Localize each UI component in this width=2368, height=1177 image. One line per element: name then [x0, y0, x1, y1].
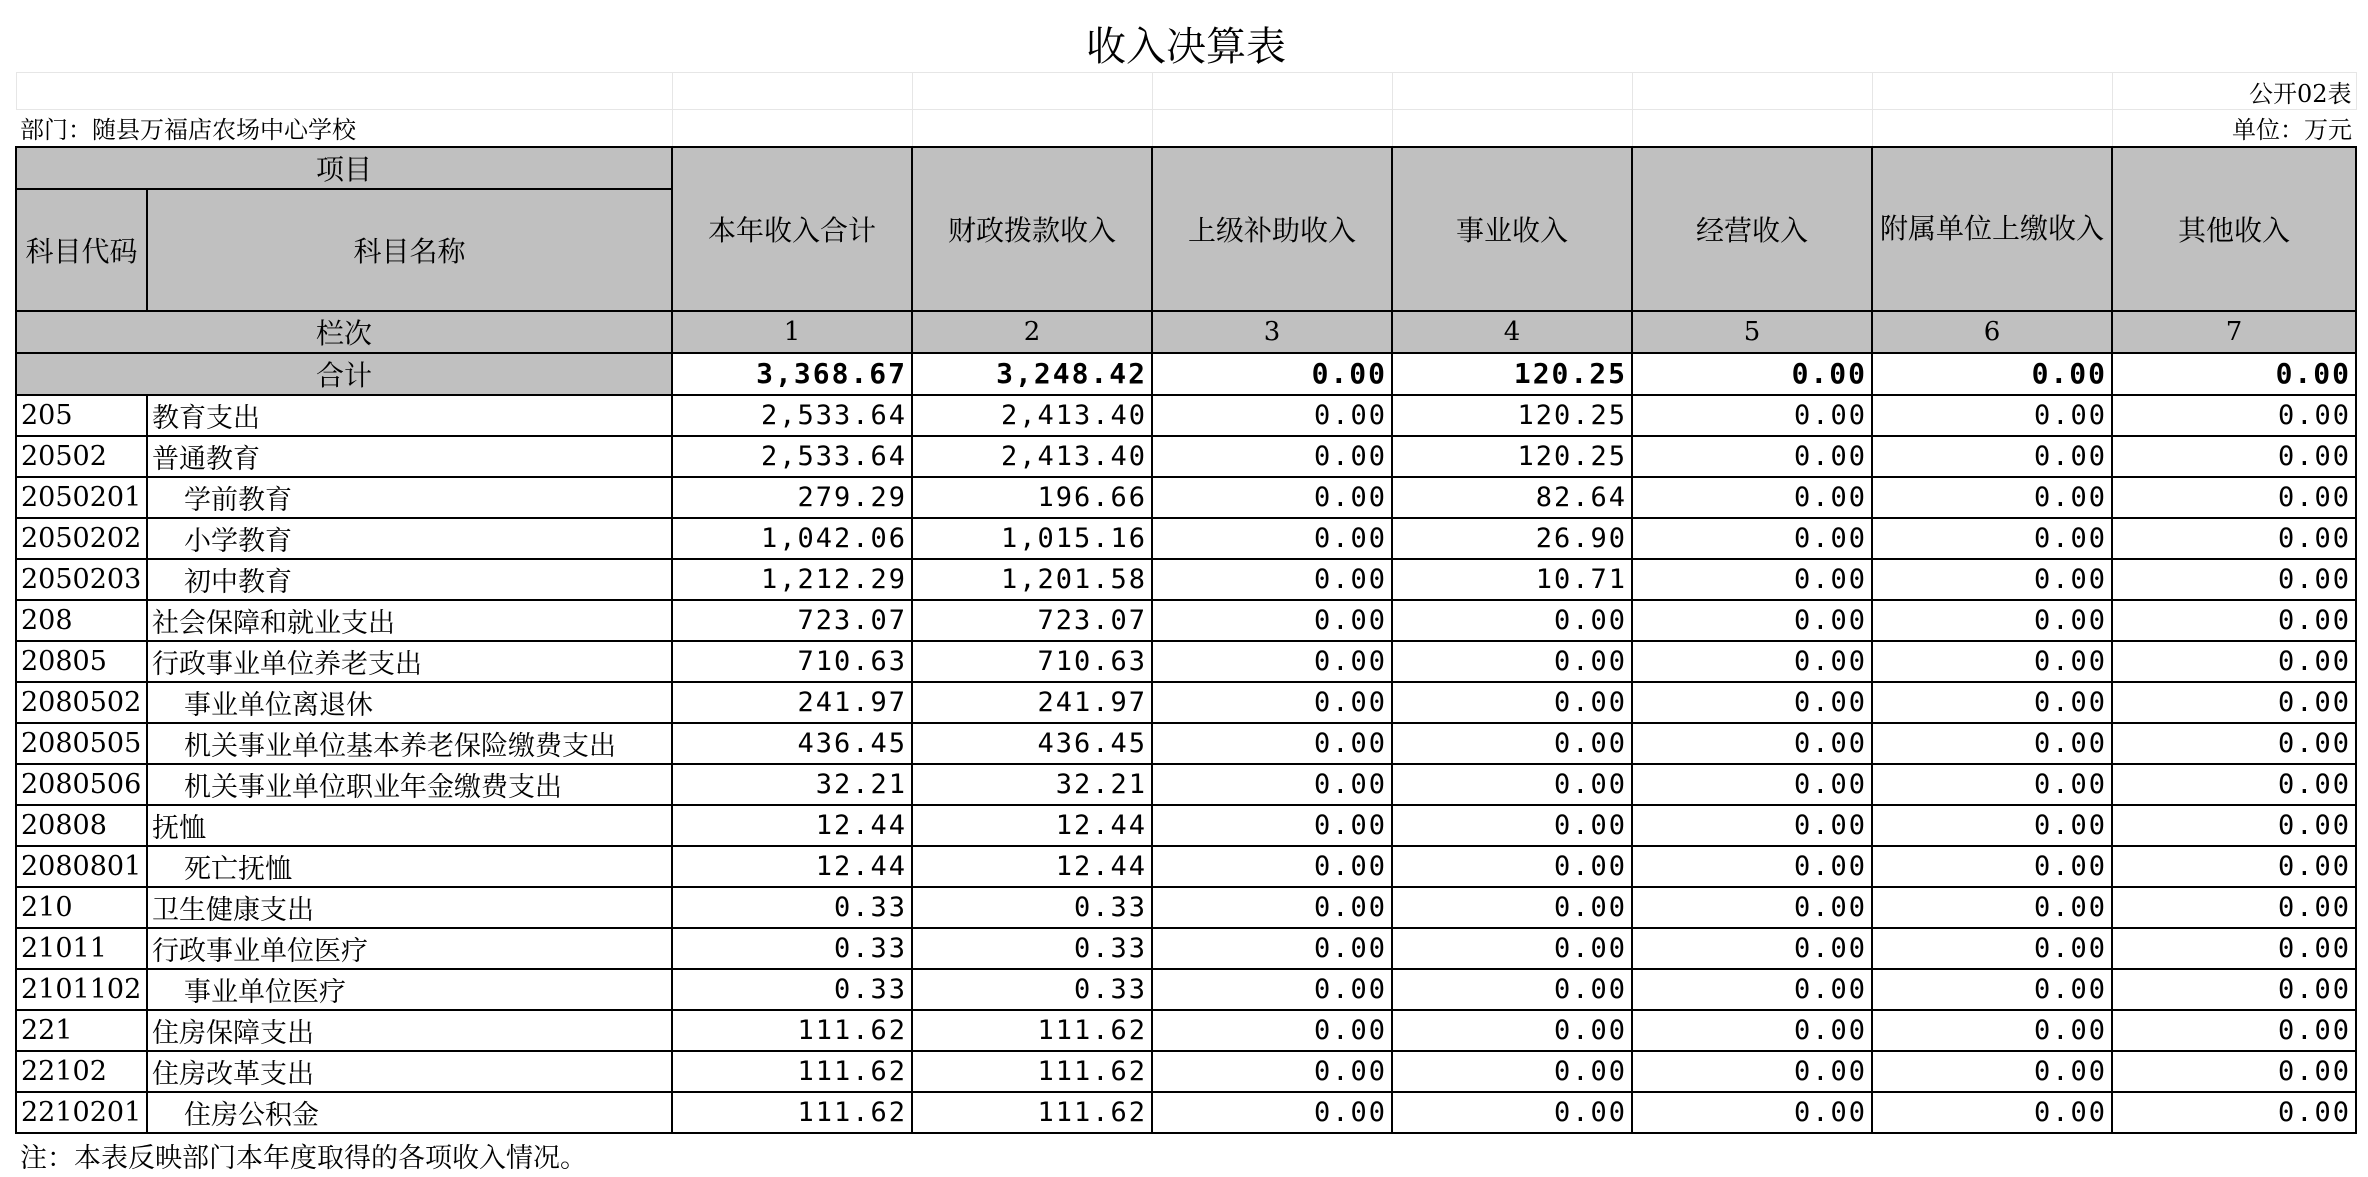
table-row: [16, 477, 2356, 518]
amount-cell: 723.07: [912, 600, 1152, 641]
header-other-income: 其他收入: [2112, 147, 2356, 311]
amount-cell: 120.25: [1392, 395, 1632, 436]
amount-cell: 0.00: [2112, 559, 2356, 600]
amount-cell: 0.00: [1872, 805, 2112, 846]
subject-code: 2210201: [16, 1092, 147, 1133]
amount-cell: 0.00: [1632, 477, 1872, 518]
amount-cell: 111.62: [912, 1051, 1152, 1092]
amount-cell: 0.00: [1632, 559, 1872, 600]
amount-cell: 196.66: [912, 477, 1152, 518]
amount-cell: 0.00: [2112, 436, 2356, 477]
table-row: [16, 846, 2356, 887]
amount-cell: 0.00: [1872, 969, 2112, 1010]
total-value: 120.25: [1392, 353, 1632, 395]
amount-cell: 0.00: [1872, 1092, 2112, 1133]
amount-cell: 0.00: [1392, 969, 1632, 1010]
amount-cell: 2,533.64: [672, 436, 912, 477]
amount-cell: 0.00: [1152, 436, 1392, 477]
amount-cell: 0.00: [1392, 846, 1632, 887]
income-table: [15, 15, 2357, 1177]
table-row: [16, 1092, 2356, 1133]
amount-cell: 0.00: [2112, 969, 2356, 1010]
amount-cell: 2,413.40: [912, 395, 1152, 436]
amount-cell: 0.00: [1632, 723, 1872, 764]
amount-cell: 0.00: [2112, 887, 2356, 928]
total-row: [16, 353, 2356, 395]
amount-cell: 10.71: [1392, 559, 1632, 600]
header-business-income: 事业收入: [1392, 147, 1632, 311]
footnote: 注：本表反映部门本年度取得的各项收入情况。: [20, 1142, 587, 1174]
total-value: 3,248.42: [912, 353, 1152, 395]
total-value: 0.00: [2112, 353, 2356, 395]
amount-cell: 710.63: [672, 641, 912, 682]
amount-cell: 0.00: [1872, 559, 2112, 600]
subject-name: 事业单位医疗: [147, 969, 672, 1010]
total-value: 0.00: [1872, 353, 2112, 395]
amount-cell: 0.00: [1872, 641, 2112, 682]
subject-code: 2050201: [16, 477, 147, 518]
amount-cell: 0.00: [2112, 477, 2356, 518]
header-superior-subsidy: 上级补助收入: [1152, 147, 1392, 311]
table-row: [16, 969, 2356, 1010]
amount-cell: 0.00: [2112, 764, 2356, 805]
amount-cell: 111.62: [672, 1051, 912, 1092]
amount-cell: 0.33: [912, 887, 1152, 928]
amount-cell: 12.44: [912, 805, 1152, 846]
amount-cell: 0.00: [1632, 1092, 1872, 1133]
subject-name: 社会保障和就业支出: [147, 600, 672, 641]
amount-cell: 0.00: [1392, 641, 1632, 682]
amount-cell: 12.44: [672, 846, 912, 887]
amount-cell: 0.00: [1872, 436, 2112, 477]
amount-cell: 0.00: [1152, 805, 1392, 846]
amount-cell: 32.21: [672, 764, 912, 805]
table-title: 收入决算表: [1086, 24, 1286, 70]
amount-cell: 0.00: [1872, 1051, 2112, 1092]
amount-cell: 111.62: [672, 1092, 912, 1133]
subject-code: 210: [16, 887, 147, 928]
amount-cell: 0.00: [1152, 764, 1392, 805]
amount-cell: 0.00: [1632, 600, 1872, 641]
amount-cell: 0.00: [1632, 764, 1872, 805]
amount-cell: 0.00: [1632, 928, 1872, 969]
amount-cell: 0.00: [1872, 518, 2112, 559]
table-row: [16, 1010, 2356, 1051]
amount-cell: 0.00: [2112, 928, 2356, 969]
header-operating-income: 经营收入: [1632, 147, 1872, 311]
header-total-income: 本年收入合计: [672, 147, 912, 311]
amount-cell: 0.00: [1872, 600, 2112, 641]
subject-code: 221: [16, 1010, 147, 1051]
amount-cell: 0.00: [2112, 805, 2356, 846]
subject-name: 机关事业单位职业年金缴费支出: [147, 764, 672, 805]
table-row: [16, 1051, 2356, 1092]
amount-cell: 0.00: [1152, 600, 1392, 641]
header-code: 科目代码: [16, 189, 147, 311]
table-row: [16, 805, 2356, 846]
total-value: 0.00: [1152, 353, 1392, 395]
amount-cell: 0.00: [1632, 641, 1872, 682]
amount-cell: 0.00: [1872, 928, 2112, 969]
amount-cell: 0.00: [1632, 887, 1872, 928]
table-row: [16, 518, 2356, 559]
form-number: 公开02表: [2112, 73, 2356, 110]
amount-cell: 120.25: [1392, 436, 1632, 477]
amount-cell: 710.63: [912, 641, 1152, 682]
subject-code: 20808: [16, 805, 147, 846]
header-affiliated-income: 附属单位上缴收入: [1872, 147, 2112, 311]
amount-cell: 0.00: [1872, 682, 2112, 723]
amount-cell: 0.00: [2112, 600, 2356, 641]
amount-cell: 0.00: [1872, 395, 2112, 436]
amount-cell: 0.00: [1872, 477, 2112, 518]
income-statement-sheet: [15, 15, 2355, 1177]
amount-cell: 0.00: [2112, 723, 2356, 764]
header-fiscal-appropriation: 财政拨款收入: [912, 147, 1152, 311]
total-value: 3,368.67: [672, 353, 912, 395]
amount-cell: 0.00: [1152, 1092, 1392, 1133]
subject-name: 死亡抚恤: [147, 846, 672, 887]
amount-cell: 0.00: [1632, 969, 1872, 1010]
amount-cell: 0.00: [1392, 1051, 1632, 1092]
subject-code: 205: [16, 395, 147, 436]
amount-cell: 0.00: [1392, 887, 1632, 928]
unit-label: 单位：万元: [2232, 116, 2353, 145]
table-row: [16, 395, 2356, 436]
amount-cell: 0.00: [1872, 846, 2112, 887]
amount-cell: 0.00: [2112, 682, 2356, 723]
line-number: 1: [672, 311, 912, 353]
line-number: 7: [2112, 311, 2356, 353]
amount-cell: 0.00: [1872, 764, 2112, 805]
subject-name: 教育支出: [147, 395, 672, 436]
amount-cell: 0.00: [1152, 559, 1392, 600]
amount-cell: 1,042.06: [672, 518, 912, 559]
amount-cell: 279.29: [672, 477, 912, 518]
amount-cell: 2,413.40: [912, 436, 1152, 477]
amount-cell: 0.33: [912, 928, 1152, 969]
header-name: 科目名称: [147, 189, 672, 311]
line-number: 2: [912, 311, 1152, 353]
subject-name: 住房保障支出: [147, 1010, 672, 1051]
amount-cell: 723.07: [672, 600, 912, 641]
subject-name: 普通教育: [147, 436, 672, 477]
amount-cell: 0.00: [1392, 682, 1632, 723]
amount-cell: 0.00: [1872, 1010, 2112, 1051]
amount-cell: 12.44: [672, 805, 912, 846]
subject-code: 2101102: [16, 969, 147, 1010]
amount-cell: 0.33: [912, 969, 1152, 1010]
amount-cell: 0.00: [2112, 1051, 2356, 1092]
amount-cell: 0.00: [1392, 764, 1632, 805]
amount-cell: 111.62: [672, 1010, 912, 1051]
table-row: [16, 723, 2356, 764]
amount-cell: 0.00: [1152, 846, 1392, 887]
subject-name: 住房改革支出: [147, 1051, 672, 1092]
amount-cell: 241.97: [672, 682, 912, 723]
amount-cell: 0.00: [2112, 1092, 2356, 1133]
subject-name: 行政事业单位医疗: [147, 928, 672, 969]
amount-cell: 1,212.29: [672, 559, 912, 600]
subject-name: 住房公积金: [147, 1092, 672, 1133]
amount-cell: 0.00: [1152, 1051, 1392, 1092]
amount-cell: 0.00: [2112, 846, 2356, 887]
header-line-label: 栏次: [16, 311, 672, 353]
amount-cell: 0.00: [1632, 1010, 1872, 1051]
amount-cell: 0.00: [1632, 395, 1872, 436]
amount-cell: 0.00: [1152, 641, 1392, 682]
subject-code: 2080506: [16, 764, 147, 805]
amount-cell: 0.00: [1392, 600, 1632, 641]
amount-cell: 0.00: [1872, 887, 2112, 928]
amount-cell: 12.44: [912, 846, 1152, 887]
amount-cell: 0.00: [1392, 1010, 1632, 1051]
table-row: [16, 682, 2356, 723]
subject-code: 208: [16, 600, 147, 641]
table-row: [16, 600, 2356, 641]
amount-cell: 0.00: [1392, 723, 1632, 764]
amount-cell: 0.00: [2112, 518, 2356, 559]
amount-cell: 32.21: [912, 764, 1152, 805]
amount-cell: 111.62: [912, 1092, 1152, 1133]
subject-code: 2080801: [16, 846, 147, 887]
table-row: [16, 764, 2356, 805]
subject-name: 机关事业单位基本养老保险缴费支出: [147, 723, 672, 764]
amount-cell: 0.00: [1152, 1010, 1392, 1051]
amount-cell: 82.64: [1392, 477, 1632, 518]
amount-cell: 1,201.58: [912, 559, 1152, 600]
line-number: 6: [1872, 311, 2112, 353]
amount-cell: 2,533.64: [672, 395, 912, 436]
subject-code: 20502: [16, 436, 147, 477]
amount-cell: 0.00: [1152, 518, 1392, 559]
amount-cell: 0.33: [672, 969, 912, 1010]
subject-code: 2080505: [16, 723, 147, 764]
subject-code: 2080502: [16, 682, 147, 723]
amount-cell: 0.00: [1392, 805, 1632, 846]
total-value: 0.00: [1632, 353, 1872, 395]
amount-cell: 0.00: [2112, 1010, 2356, 1051]
total-label: 合计: [16, 353, 672, 395]
table-row: [16, 559, 2356, 600]
subject-name: 小学教育: [147, 518, 672, 559]
amount-cell: 0.33: [672, 887, 912, 928]
header-item: 项目: [16, 147, 672, 189]
amount-cell: 0.00: [1392, 928, 1632, 969]
amount-cell: 1,015.16: [912, 518, 1152, 559]
amount-cell: 111.62: [912, 1010, 1152, 1051]
amount-cell: 436.45: [672, 723, 912, 764]
subject-name: 学前教育: [147, 477, 672, 518]
subject-name: 事业单位离退休: [147, 682, 672, 723]
amount-cell: 0.00: [1632, 436, 1872, 477]
amount-cell: 0.00: [1152, 477, 1392, 518]
amount-cell: 241.97: [912, 682, 1152, 723]
amount-cell: 0.00: [1872, 723, 2112, 764]
amount-cell: 0.00: [1152, 887, 1392, 928]
line-number: 4: [1392, 311, 1632, 353]
amount-cell: 0.00: [1632, 518, 1872, 559]
amount-cell: 0.00: [1632, 805, 1872, 846]
amount-cell: 0.00: [1152, 682, 1392, 723]
subject-name: 抚恤: [147, 805, 672, 846]
subject-code: 22102: [16, 1051, 147, 1092]
subject-code: 20805: [16, 641, 147, 682]
amount-cell: 0.00: [1632, 682, 1872, 723]
amount-cell: 0.00: [1152, 395, 1392, 436]
amount-cell: 0.00: [1632, 846, 1872, 887]
line-number: 3: [1152, 311, 1392, 353]
table-row: [16, 887, 2356, 928]
subject-code: 21011: [16, 928, 147, 969]
subject-name: 卫生健康支出: [147, 887, 672, 928]
amount-cell: 0.00: [1152, 928, 1392, 969]
amount-cell: 0.00: [2112, 395, 2356, 436]
line-number: 5: [1632, 311, 1872, 353]
department-label: 部门：随县万福店农场中心学校: [20, 116, 356, 145]
table-row: [16, 928, 2356, 969]
amount-cell: 0.00: [1152, 969, 1392, 1010]
subject-name: 行政事业单位养老支出: [147, 641, 672, 682]
table-row: [16, 436, 2356, 477]
subject-code: 2050202: [16, 518, 147, 559]
amount-cell: 26.90: [1392, 518, 1632, 559]
amount-cell: 436.45: [912, 723, 1152, 764]
amount-cell: 0.00: [1152, 723, 1392, 764]
subject-code: 2050203: [16, 559, 147, 600]
amount-cell: 0.33: [672, 928, 912, 969]
amount-cell: 0.00: [2112, 641, 2356, 682]
table-row: [16, 641, 2356, 682]
amount-cell: 0.00: [1392, 1092, 1632, 1133]
subject-name: 初中教育: [147, 559, 672, 600]
amount-cell: 0.00: [1632, 1051, 1872, 1092]
